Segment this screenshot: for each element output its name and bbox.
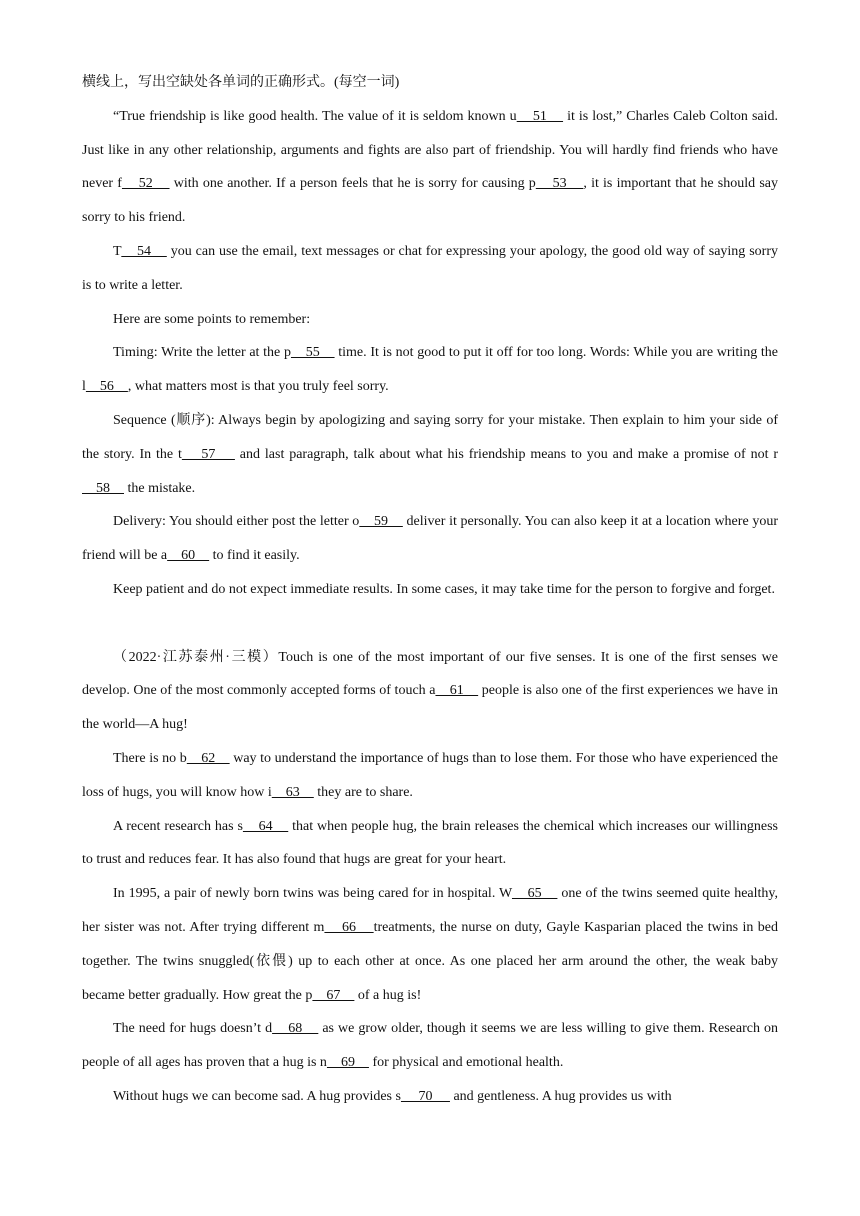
blank-67[interactable]: 67 bbox=[312, 987, 355, 1003]
paragraph-sequence: Sequence (顺序): Always begin by apologizing and saying sorry for your mistake. Then explain to him your side of the story. In the t 57 and last paragraph, talk about what his friendship means to you and make a promise of not r 58 the mistake. bbox=[82, 412, 778, 496]
paragraph-twins: In 1995, a pair of newly born twins was being cared for in hospital. W 65 one of the twins seemed quite healthy, her sister was not. After trying different m 66 treatments, the nurse on duty, Gayle Kasparian placed the twins in bed together. The twins snuggled(依偎) up to each other at once. As one placed her arm around the other, the weak baby became better gradually. How great the p 67 of a hug is! bbox=[82, 886, 779, 1003]
section-gap bbox=[82, 607, 778, 641]
blank-68[interactable]: 68 bbox=[272, 1021, 319, 1037]
paragraph-2: T 54 you can use the email, text messages or chat for expressing your apology, the good old way of saying sorry is to write a letter. bbox=[82, 243, 779, 293]
blank-59[interactable]: 59 bbox=[359, 514, 403, 530]
paragraph-touch-intro: （2022·江苏泰州·三模）Touch is one of the most important of our five senses. It is one of the first senses we develop. One of the most commonly accepted forms of touch a 61 people is also one of the first experiences we have in the world—A hug! bbox=[82, 649, 779, 733]
blank-58[interactable]: 58 bbox=[82, 480, 124, 496]
paragraph-need-for-hugs: The need for hugs doesn’t d 68 as we grow older, though it seems we are less willing to give them. Research on people of all ages has proven that a hug is n 69 for physical and emotional health. bbox=[82, 1021, 778, 1071]
paragraph-3: Here are some points to remember: bbox=[113, 311, 311, 327]
blank-51[interactable]: 51 bbox=[516, 108, 564, 124]
paragraph-timing: Timing: Write the letter at the p 55 time. It is not good to put it off for too long. Words: While you are writing the l 56 , what matters most is that you truly feel sorry. bbox=[82, 345, 778, 395]
blank-66[interactable]: 66 bbox=[324, 919, 374, 935]
blank-70[interactable]: 70 bbox=[400, 1088, 450, 1104]
blank-61[interactable]: 61 bbox=[435, 683, 479, 699]
blank-60[interactable]: 60 bbox=[167, 548, 210, 564]
paragraph-without-hugs: Without hugs we can become sad. A hug provides s 70 and gentleness. A hug provides us with bbox=[113, 1088, 672, 1104]
paragraph-research: A recent research has s 64 that when people hug, the brain releases the chemical which increases our willingness to trust and reduces fear. It has also found that hugs are great for your heart. bbox=[82, 818, 778, 868]
blank-62[interactable]: 62 bbox=[186, 750, 230, 766]
blank-69[interactable]: 69 bbox=[326, 1055, 369, 1071]
blank-55[interactable]: 55 bbox=[290, 345, 335, 361]
blank-65[interactable]: 65 bbox=[511, 886, 558, 902]
blank-54[interactable]: 54 bbox=[121, 243, 167, 259]
blank-64[interactable]: 64 bbox=[242, 818, 289, 834]
blank-57[interactable]: 57 bbox=[181, 446, 235, 462]
blank-53[interactable]: 53 bbox=[535, 176, 584, 192]
blank-56[interactable]: 56 bbox=[85, 379, 128, 395]
paragraph-1: “True friendship is like good health. The value of it is seldom known u 51 it is lost,” Charles Caleb Colton said. Just like in any other relationship, arguments and fights are also part of friendship. You will hardly find friends who have never f 52 with one another. If a person feels that he is sorry for causing p 53 , it is important that he should say sorry to his friend. bbox=[82, 108, 779, 226]
paragraph-delivery: Delivery: You should either post the letter o 59 deliver it personally. You can also keep it at a location where your friend will be a 60 to find it easily. bbox=[82, 514, 779, 564]
blank-63[interactable]: 63 bbox=[271, 784, 314, 800]
document-page bbox=[82, 66, 778, 1114]
blank-52[interactable]: 52 bbox=[121, 176, 170, 192]
instruction-line: 横线上，写出空缺处各单词的正确形式。(每空一词) bbox=[82, 75, 400, 90]
paragraph-patience: Keep patient and do not expect immediate results. In some cases, it may take time for the person to forgive and forget. bbox=[113, 581, 775, 597]
paragraph-loss-of-hugs: There is no b 62 way to understand the importance of hugs than to lose them. For those who have experienced the loss of hugs, you will know how i 63 they are to share. bbox=[82, 750, 778, 800]
